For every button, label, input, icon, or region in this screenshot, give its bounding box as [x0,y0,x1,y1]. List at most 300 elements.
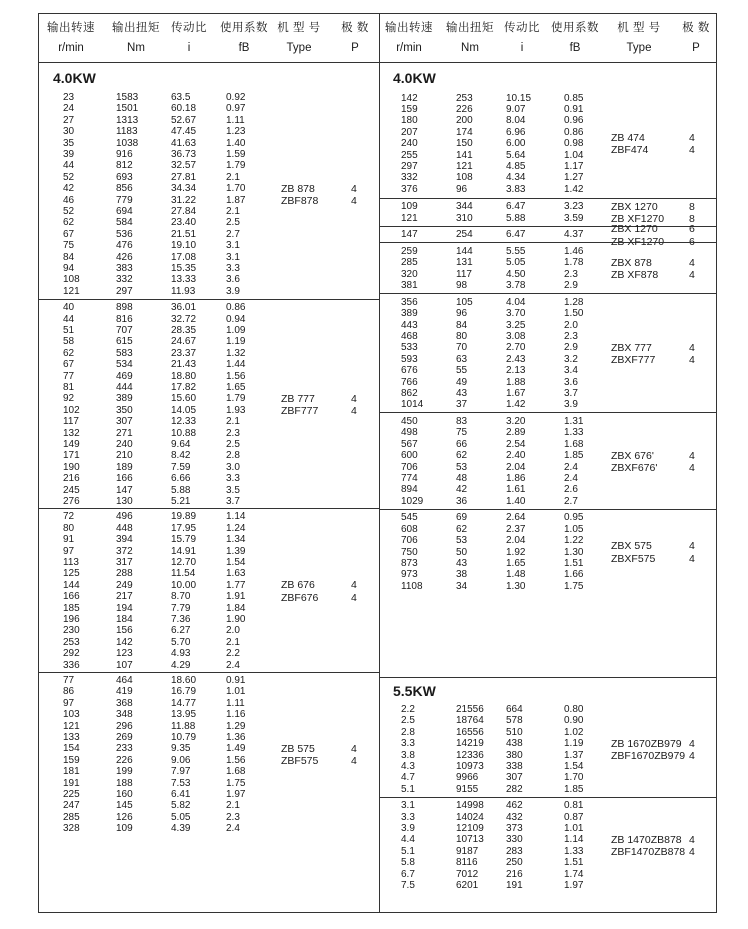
torque-cell: 62 [456,523,468,535]
torque-cell: 9966 [456,772,479,784]
torque-cell: 194 [116,602,133,614]
ratio-cell: 10.88 [171,427,197,439]
torque-cell: 9155 [456,783,479,795]
header-label-zh: 机 型 号 [617,22,661,34]
ratio-cell: 510 [506,726,523,738]
table-row [379,857,716,868]
table-row [39,439,379,450]
table-row [379,161,716,172]
model-group [39,672,379,837]
speed-cell: 766 [401,376,418,388]
service-factor-cell: 1.23 [226,126,246,138]
model-type-text: ZB 676 [281,579,315,592]
speed-cell: 5.1 [401,783,415,795]
torque-cell: 70 [456,342,468,354]
table-row [39,743,379,754]
torque-cell: 344 [456,201,473,213]
ratio-cell: 5.21 [171,495,191,507]
torque-cell: 693 [116,171,133,183]
service-factor-cell: 1.17 [564,161,584,172]
speed-cell: 97 [63,697,75,709]
service-factor-cell: 1.51 [564,857,584,869]
model-type-text: ZBF1670ZB979 [611,750,686,763]
torque-cell: 8116 [456,857,478,869]
service-factor-cell: 1.84 [226,602,246,614]
speed-cell: 336 [63,659,80,671]
table-row [39,534,379,545]
service-factor-cell: 1.74 [564,868,584,880]
torque-cell: 476 [116,240,133,252]
ratio-cell: 19.89 [171,511,197,523]
poles-text: 4 [689,552,695,565]
service-factor-cell: 2.3 [226,427,240,439]
service-factor-cell: 2.8 [226,450,240,462]
poles-text: 4 [689,144,695,157]
speed-cell: 4.4 [401,834,415,846]
speed-cell: 2.8 [401,726,415,738]
torque-cell: 14219 [456,738,484,750]
table-row [39,252,379,263]
table-row [379,715,716,726]
poles-text: 6 [689,235,695,248]
table-row [39,580,379,591]
model-type-text: ZB XF1270 [611,235,665,248]
service-factor-cell: 1.56 [226,370,246,382]
poles-text: 4 [689,269,695,282]
poles-label [689,738,695,763]
speed-cell: 676 [401,365,418,377]
speed-cell: 190 [63,461,80,473]
speed-cell: 245 [63,484,80,496]
ratio-cell: 24.67 [171,336,197,348]
speed-cell: 121 [63,285,80,297]
poles-label [351,743,357,768]
service-factor-cell: 1.11 [226,697,245,709]
ratio-cell: 438 [506,738,523,750]
torque-cell: 317 [116,556,133,568]
speed-cell: 5.8 [401,857,415,869]
speed-cell: 498 [401,427,418,439]
model-type-text: ZBX 777 [611,341,652,354]
service-factor-cell: 1.54 [226,556,246,568]
speed-cell: 44 [63,160,75,172]
torque-cell: 389 [116,393,133,405]
table-row [39,591,379,602]
ratio-cell: 13.33 [171,274,197,286]
model-type-label [611,257,658,282]
torque-cell: 48 [456,472,468,484]
table-row [379,727,716,738]
table-row [379,115,716,126]
right-column [379,14,716,912]
table-row [379,761,716,772]
torque-cell: 38 [456,569,468,581]
ratio-cell: 1.48 [506,569,526,581]
poles-label [689,257,695,282]
table-row [379,127,716,138]
ratio-cell: 21.43 [171,359,197,371]
service-factor-cell: 2.4 [564,472,578,484]
speed-cell: 3.3 [401,811,415,823]
torque-cell: 615 [116,336,133,348]
table-row [39,393,379,404]
service-factor-cell: 0.86 [226,302,246,314]
table-row [39,160,379,171]
ratio-cell: 4.85 [506,161,526,172]
ratio-cell: 7.97 [171,766,191,778]
ratio-cell: 14.05 [171,404,197,416]
ratio-cell: 15.60 [171,393,197,405]
table-row [39,675,379,686]
torque-cell: 96 [456,183,468,195]
ratio-cell: 12.33 [171,416,197,428]
model-group [379,797,716,893]
poles-text: 4 [351,195,357,208]
ratio-cell: 4.04 [506,296,526,308]
ratio-cell: 7.53 [171,777,191,789]
torque-cell: 96 [456,308,468,320]
ratio-cell: 2.54 [506,438,526,450]
ratio-cell: 432 [506,811,523,823]
speed-cell: 2.5 [401,715,415,727]
speed-cell: 450 [401,415,418,427]
speed-cell: 109 [401,201,418,213]
table-row [39,473,379,484]
service-factor-cell: 1.51 [564,557,584,569]
speed-cell: 207 [401,126,418,138]
header-label-zh: 输出扭矩 [112,22,160,34]
model-group [379,242,716,294]
table-row [379,772,716,783]
ratio-cell: 6.27 [171,625,191,637]
table-row [39,709,379,720]
table-row [379,399,716,410]
table-row [379,473,716,484]
service-factor-cell: 1.33 [564,427,584,439]
table-row [39,314,379,325]
table-row [379,512,716,523]
ratio-cell: 664 [506,704,523,715]
ratio-cell: 2.89 [506,427,526,439]
speed-cell: 108 [63,274,80,286]
ratio-cell: 63.5 [171,92,191,103]
torque-cell: 123 [116,648,133,660]
table-row [39,485,379,496]
torque-cell: 43 [456,557,468,569]
table-row [39,240,379,251]
table-row [379,524,716,535]
speed-cell: 132 [63,427,80,439]
torque-cell: 84 [456,319,468,331]
poles-text: 4 [689,833,695,846]
ratio-cell: 283 [506,845,523,857]
table-row [379,213,716,224]
torque-cell: 372 [116,545,133,557]
model-type-label [611,201,664,226]
torque-cell: 189 [116,461,133,473]
torque-cell: 21556 [456,704,484,715]
ratio-cell: 15.35 [171,263,197,274]
model-type-text: ZBF1470ZB878 [611,846,686,859]
service-factor-cell: 1.33 [564,845,584,857]
torque-cell: 109 [116,823,133,835]
speed-cell: 376 [401,183,418,195]
ratio-cell: 2.64 [506,512,526,524]
table-row [379,823,716,834]
torque-cell: 53 [456,535,468,547]
poles-label [689,834,695,859]
table-row [39,348,379,359]
table-row [39,405,379,416]
ratio-cell: 3.78 [506,280,526,292]
ratio-cell: 17.82 [171,381,197,393]
ratio-cell: 27.84 [171,206,197,217]
table-row [379,229,716,240]
speed-cell: 97 [63,545,75,557]
ratio-cell: 5.05 [506,257,526,269]
table-row [39,660,379,671]
service-factor-cell: 3.6 [226,274,240,286]
table-row [39,625,379,636]
speed-cell: 77 [63,370,75,382]
table-row [39,721,379,732]
torque-cell: 10713 [456,834,484,846]
speed-cell: 39 [63,149,75,160]
poles-label [689,540,695,565]
service-factor-cell: 1.50 [564,308,584,320]
model-type-label [281,743,318,768]
service-factor-cell: 1.01 [226,686,246,698]
ratio-cell: 216 [506,868,523,880]
ratio-cell: 17.08 [171,251,197,263]
table-row [39,637,379,648]
header-col-rmin [379,14,439,57]
torque-cell: 166 [116,473,133,485]
header-label-zh: 输出转速 [47,22,95,34]
model-type-label [281,183,318,208]
torque-cell: 583 [116,347,133,359]
ratio-cell: 17.95 [171,522,197,534]
torque-cell: 16556 [456,726,484,738]
header-col-p [677,14,715,57]
speed-cell: 862 [401,387,418,399]
table-row [379,784,716,795]
torque-cell: 199 [116,766,133,778]
table-row [39,428,379,439]
torque-cell: 383 [116,263,133,274]
service-factor-cell: 1.46 [564,245,584,257]
table-row [39,92,379,103]
speed-cell: 86 [63,686,75,698]
speed-cell: 240 [401,138,418,150]
service-factor-cell: 1.68 [564,438,584,450]
torque-cell: 444 [116,381,133,393]
torque-cell: 254 [456,229,473,241]
ratio-cell: 1.61 [506,484,526,496]
header-label-zh: 极 数 [682,22,710,34]
ratio-cell: 4.29 [171,659,191,671]
ratio-cell: 15.79 [171,534,197,546]
ratio-cell: 9.07 [506,104,526,115]
header-label-en: i [520,42,524,54]
ratio-cell: 330 [506,834,523,846]
ratio-cell: 9.35 [171,743,191,755]
speed-cell: 259 [401,245,418,257]
speed-cell: 180 [401,115,418,127]
service-factor-cell: 3.1 [226,251,240,263]
speed-cell: 3.9 [401,822,415,834]
speed-cell: 185 [63,602,80,614]
table-row [39,603,379,614]
speed-cell: 593 [401,353,418,365]
table-row [39,183,379,194]
torque-cell: 226 [116,754,133,766]
model-type-text: ZBX 1270 [611,223,658,236]
ratio-cell: 8.70 [171,591,191,603]
torque-cell: 217 [116,591,133,603]
ratio-cell: 16.79 [171,686,197,698]
table-row [379,365,716,376]
header-label-en: Nm [127,42,145,54]
service-factor-cell: 2.9 [564,280,578,292]
poles-text: 4 [351,579,357,592]
torque-cell: 69 [456,512,468,524]
speed-cell: 144 [63,579,80,591]
ratio-cell: 14.91 [171,545,197,557]
section-title-4kw-left: 4.0KW [53,70,96,86]
speed-cell: 533 [401,342,418,354]
poles-text: 4 [689,846,695,859]
service-factor-cell: 1.85 [564,450,584,462]
speed-cell: 159 [401,104,418,115]
torque-cell: 6201 [456,879,479,891]
model-type-text: ZBF676 [281,591,319,604]
header-label-zh: 传动比 [171,22,207,34]
poles-label [689,342,695,367]
ratio-cell: 2.40 [506,450,526,462]
ratio-cell: 18.80 [171,370,197,382]
table-row [39,568,379,579]
ratio-cell: 28.35 [171,324,197,336]
service-factor-cell: 1.32 [226,347,246,359]
speed-cell: 7.5 [401,879,415,891]
ratio-cell: 2.70 [506,342,526,354]
speed-cell: 149 [63,438,80,450]
poles-text: 4 [351,392,357,405]
table-row [379,427,716,438]
service-factor-cell: 1.90 [226,613,246,625]
torque-cell: 43 [456,387,468,399]
ratio-cell: 9.06 [171,754,191,766]
ratio-cell: 4.93 [171,648,191,660]
speed-cell: 774 [401,472,418,484]
table-row [39,274,379,285]
torque-cell: 368 [116,697,133,709]
ratio-cell: 5.88 [506,212,526,224]
header-label-zh: 使用系数 [220,22,268,34]
speed-cell: 77 [63,675,75,686]
model-group [39,508,379,673]
speed-cell: 3.1 [401,800,415,812]
service-factor-cell: 2.3 [564,330,578,342]
torque-cell: 271 [116,427,133,439]
table-row [379,535,716,546]
service-factor-cell: 0.96 [564,115,584,127]
service-factor-cell: 1.02 [564,726,584,738]
speed-cell: 133 [63,732,80,743]
torque-cell: 240 [116,438,133,450]
table-row [39,462,379,473]
model-type-label [611,132,648,157]
service-factor-cell: 1.56 [226,754,246,766]
table-row [379,184,716,195]
table-row [39,263,379,274]
torque-cell: 426 [116,251,133,263]
ratio-cell: 2.04 [506,535,526,547]
table-row [39,115,379,126]
table-row [39,103,379,114]
table-row [39,195,379,206]
table-row [39,523,379,534]
service-factor-cell: 3.23 [564,201,584,213]
torque-cell: 142 [116,636,133,648]
ratio-cell: 18.60 [171,675,197,686]
torque-cell: 394 [116,534,133,546]
service-factor-cell: 1.78 [564,257,584,269]
torque-cell: 18764 [456,715,484,727]
speed-cell: 92 [63,393,75,405]
service-factor-cell: 3.4 [564,365,578,377]
speed-cell: 181 [63,766,80,778]
torque-cell: 42 [456,484,468,496]
model-type-label [611,450,657,475]
ratio-cell: 31.22 [171,194,197,206]
table-row [379,462,716,473]
ratio-cell: 8.42 [171,450,191,462]
ratio-cell: 41.63 [171,137,197,149]
torque-cell: 160 [116,789,133,800]
table-row [39,229,379,240]
header-label-zh: 极 数 [341,22,369,34]
service-factor-cell: 1.19 [564,738,584,750]
table-row [39,382,379,393]
model-group [379,223,716,248]
service-factor-cell: 0.80 [564,704,584,715]
service-factor-cell: 1.40 [226,137,246,149]
torque-cell: 117 [456,268,472,280]
ratio-cell: 3.25 [506,319,526,331]
service-factor-cell: 1.22 [564,535,584,547]
service-factor-cell: 1.97 [564,879,584,891]
speed-cell: 125 [63,568,80,580]
model-type-text: ZB 878 [281,182,315,195]
poles-text: 4 [689,540,695,553]
speed-cell: 389 [401,308,418,320]
ratio-cell: 1.65 [506,557,526,569]
torque-cell: 1038 [116,137,139,149]
service-factor-cell: 1.54 [564,761,584,772]
table-row [39,755,379,766]
table-row [39,149,379,160]
torque-cell: 36 [456,495,468,507]
service-factor-cell: 1.49 [226,743,246,755]
model-type-label [281,393,318,418]
speed-cell: 5.1 [401,845,415,857]
ratio-cell: 4.34 [506,172,526,184]
service-factor-cell: 4.37 [564,229,584,241]
ratio-cell: 47.45 [171,126,197,138]
speed-cell: 171 [63,450,80,462]
